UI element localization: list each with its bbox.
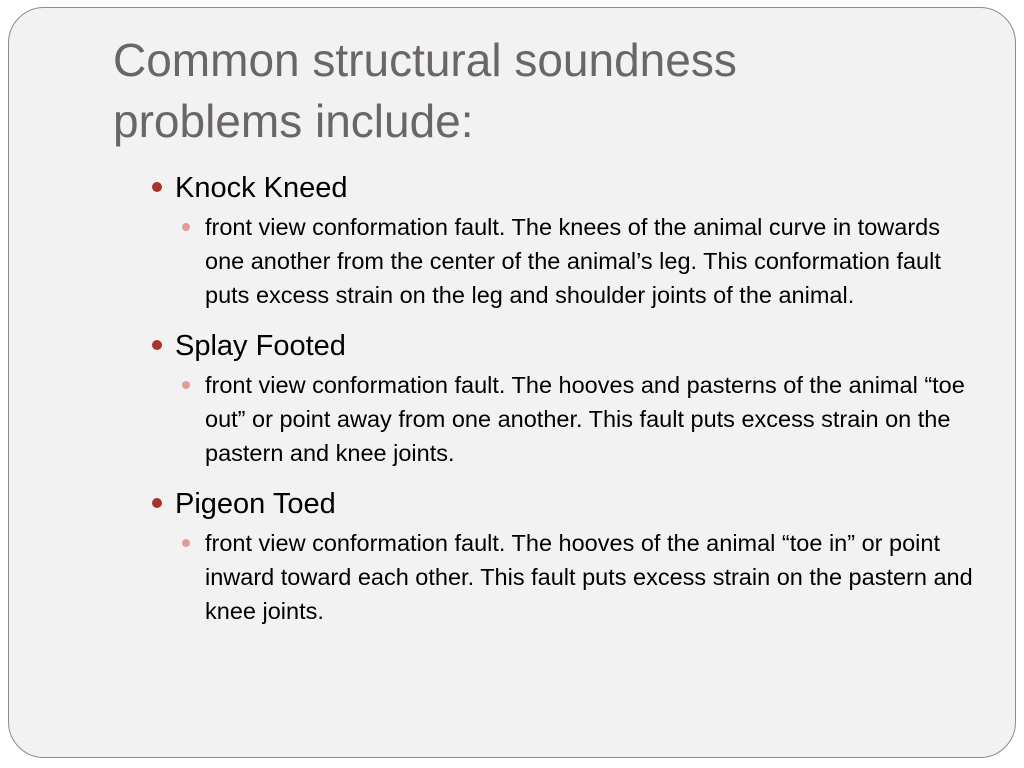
sub-bullet-splay-footed	[150, 368, 980, 470]
sub-bullet-text: front view conformation fault. The knees of the animal curve in towards one another from the center of the animal’s leg. This conformation fault puts excess strain on the leg and shoulder joints of the animal.	[205, 214, 941, 308]
bullet-label: Splay Footed	[175, 330, 346, 362]
bullet-item-knock-kneed	[150, 168, 980, 208]
bullet-label: Knock Kneed	[175, 172, 348, 204]
sub-bullet-text: front view conformation fault. The hooves of the animal “toe in” or point inward toward each other. This fault puts excess strain on the pastern and knee joints.	[205, 530, 973, 624]
bullet-dot-icon	[152, 498, 162, 508]
title-line-1: Common structural soundness	[113, 34, 737, 86]
slide-title	[113, 30, 933, 152]
bullet-item-pigeon-toed	[150, 484, 980, 524]
sub-bullet-dot-icon	[182, 539, 190, 547]
bullet-dot-icon	[152, 340, 162, 350]
sub-bullet-knock-kneed	[150, 210, 980, 312]
title-line-2: problems include:	[113, 95, 474, 147]
sub-bullet-dot-icon	[182, 223, 190, 231]
bullet-label: Pigeon Toed	[175, 488, 336, 520]
sub-bullet-dot-icon	[182, 381, 190, 389]
bullet-list	[150, 168, 980, 642]
sub-bullet-text: front view conformation fault. The hooves and pasterns of the animal “toe out” or point away from one another. This fault puts excess strain on the pastern and knee joints.	[205, 372, 965, 466]
sub-bullet-pigeon-toed	[150, 526, 980, 628]
bullet-dot-icon	[152, 182, 162, 192]
bullet-item-splay-footed	[150, 326, 980, 366]
